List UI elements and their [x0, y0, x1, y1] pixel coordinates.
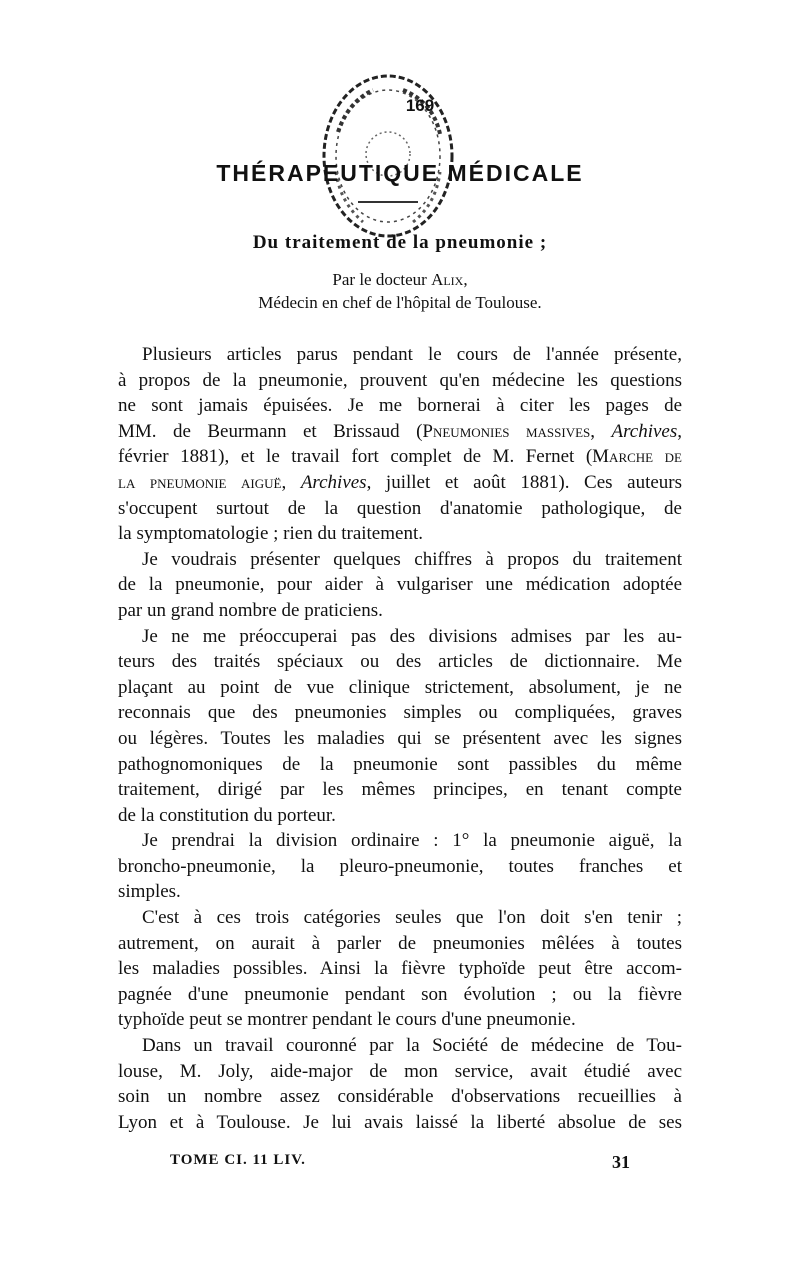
volume-label: TOME CI. 11 LIV. [170, 1152, 306, 1168]
reference-title: la pneumonie aiguë, [118, 471, 287, 493]
text-line: Lyon et à Toulouse. Je lui avais laissé la liberté absolue de ses [118, 1111, 682, 1133]
text-line: février 1881), et le travail fort complet de M. Fernet (Marche de [118, 446, 682, 468]
article-body [118, 342, 682, 1135]
signature-mark: 31 [612, 1152, 630, 1172]
text-line: Je voudrais présenter quelques chiffres à propos du traitement [142, 548, 682, 570]
page-footer [170, 1152, 630, 1176]
text-line: ne sont jamais épuisées. Je me bornerai à citer les pages de [118, 395, 682, 417]
text-line: à propos de la pneumonie, prouvent qu'en médecine les questions [118, 369, 682, 391]
page-number: 169 [405, 96, 435, 115]
text-line: de la constitution du porteur. [118, 804, 336, 826]
text-line: la symptomatologie ; rien du traitement. [118, 523, 423, 545]
text-line: par un grand nombre de praticiens. [118, 599, 383, 621]
text-line: pathognomoniques de la pneumonie sont passibles du même [118, 753, 682, 775]
text-line: s'occupent surtout de la question d'anatomie pathologique, de [118, 497, 682, 519]
section-title: THÉRAPEUTIQUE MÉDICALE [216, 160, 584, 186]
text-line: autrement, on aurait à parler de pneumonies mêlées à toutes [118, 932, 682, 954]
text-line: les maladies possibles. Ainsi la fièvre typhoïde peut être accom- [118, 958, 682, 980]
text-line: soin un nombre assez considérable d'observations recueillies à [118, 1086, 682, 1108]
article-title: Du traitement de la pneumonie ; [252, 232, 548, 253]
text-line: Plusieurs articles parus pendant le cours de l'année présente, [142, 344, 682, 365]
reference-title: Marche de [592, 446, 682, 468]
journal-name: Archives [611, 420, 678, 442]
reference-title: Pneumonies massives, [422, 420, 596, 442]
text-line: plaçant au point de vue clinique strictement, absolument, je ne [118, 676, 682, 698]
text-line: C'est à ces trois catégories seules que l'on doit s'en tenir ; [142, 907, 682, 929]
text-line: reconnais que des pneumonies simples ou compliquées, graves [118, 702, 682, 724]
text-line: broncho-pneumonie, la pleuro-pneumonie, toutes franches et [118, 855, 682, 877]
text-line: pagnée d'une pneumonie pendant son évolution ; ou la fièvre [118, 983, 682, 1005]
text-line: de la pneumonie, pour aider à vulgariser une médication adoptée [118, 574, 682, 596]
author-affiliation: Médecin en chef de l'hôpital de Toulouse. [258, 293, 542, 312]
author-line [0, 270, 800, 290]
author-name: Alix, [431, 270, 468, 289]
text-line: louse, M. Joly, aide-major de mon service, avait étudié avec [118, 1060, 682, 1082]
text-line: teurs des traités spéciaux ou des articles de dictionnaire. Me [118, 651, 682, 673]
text-line: traitement, dirigé par les mêmes principes, en tenant compte [118, 779, 682, 801]
text-line: la pneumonie aiguë, Archives, juillet et août 1881). Ces auteurs [118, 471, 682, 493]
text-line: MM. de Beurmann et Brissaud (Pneumonies massives, Archives, [118, 420, 683, 442]
text-line: ou légères. Toutes les maladies qui se présentent avec les signes [118, 727, 682, 749]
author-prefix: Par le docteur [332, 270, 432, 289]
text-line: Dans un travail couronné par la Société de médecine de Tou- [142, 1035, 682, 1057]
text-line: typhoïde peut se montrer pendant le cours d'une pneumonie. [118, 1009, 576, 1031]
text-line: simples. [118, 881, 181, 903]
journal-name: Archives [300, 471, 367, 493]
text-line: Je prendrai la division ordinaire : 1° la pneumonie aiguë, la [142, 830, 682, 852]
text-line: Je ne me préoccuperai pas des divisions admises par les au- [142, 625, 682, 647]
